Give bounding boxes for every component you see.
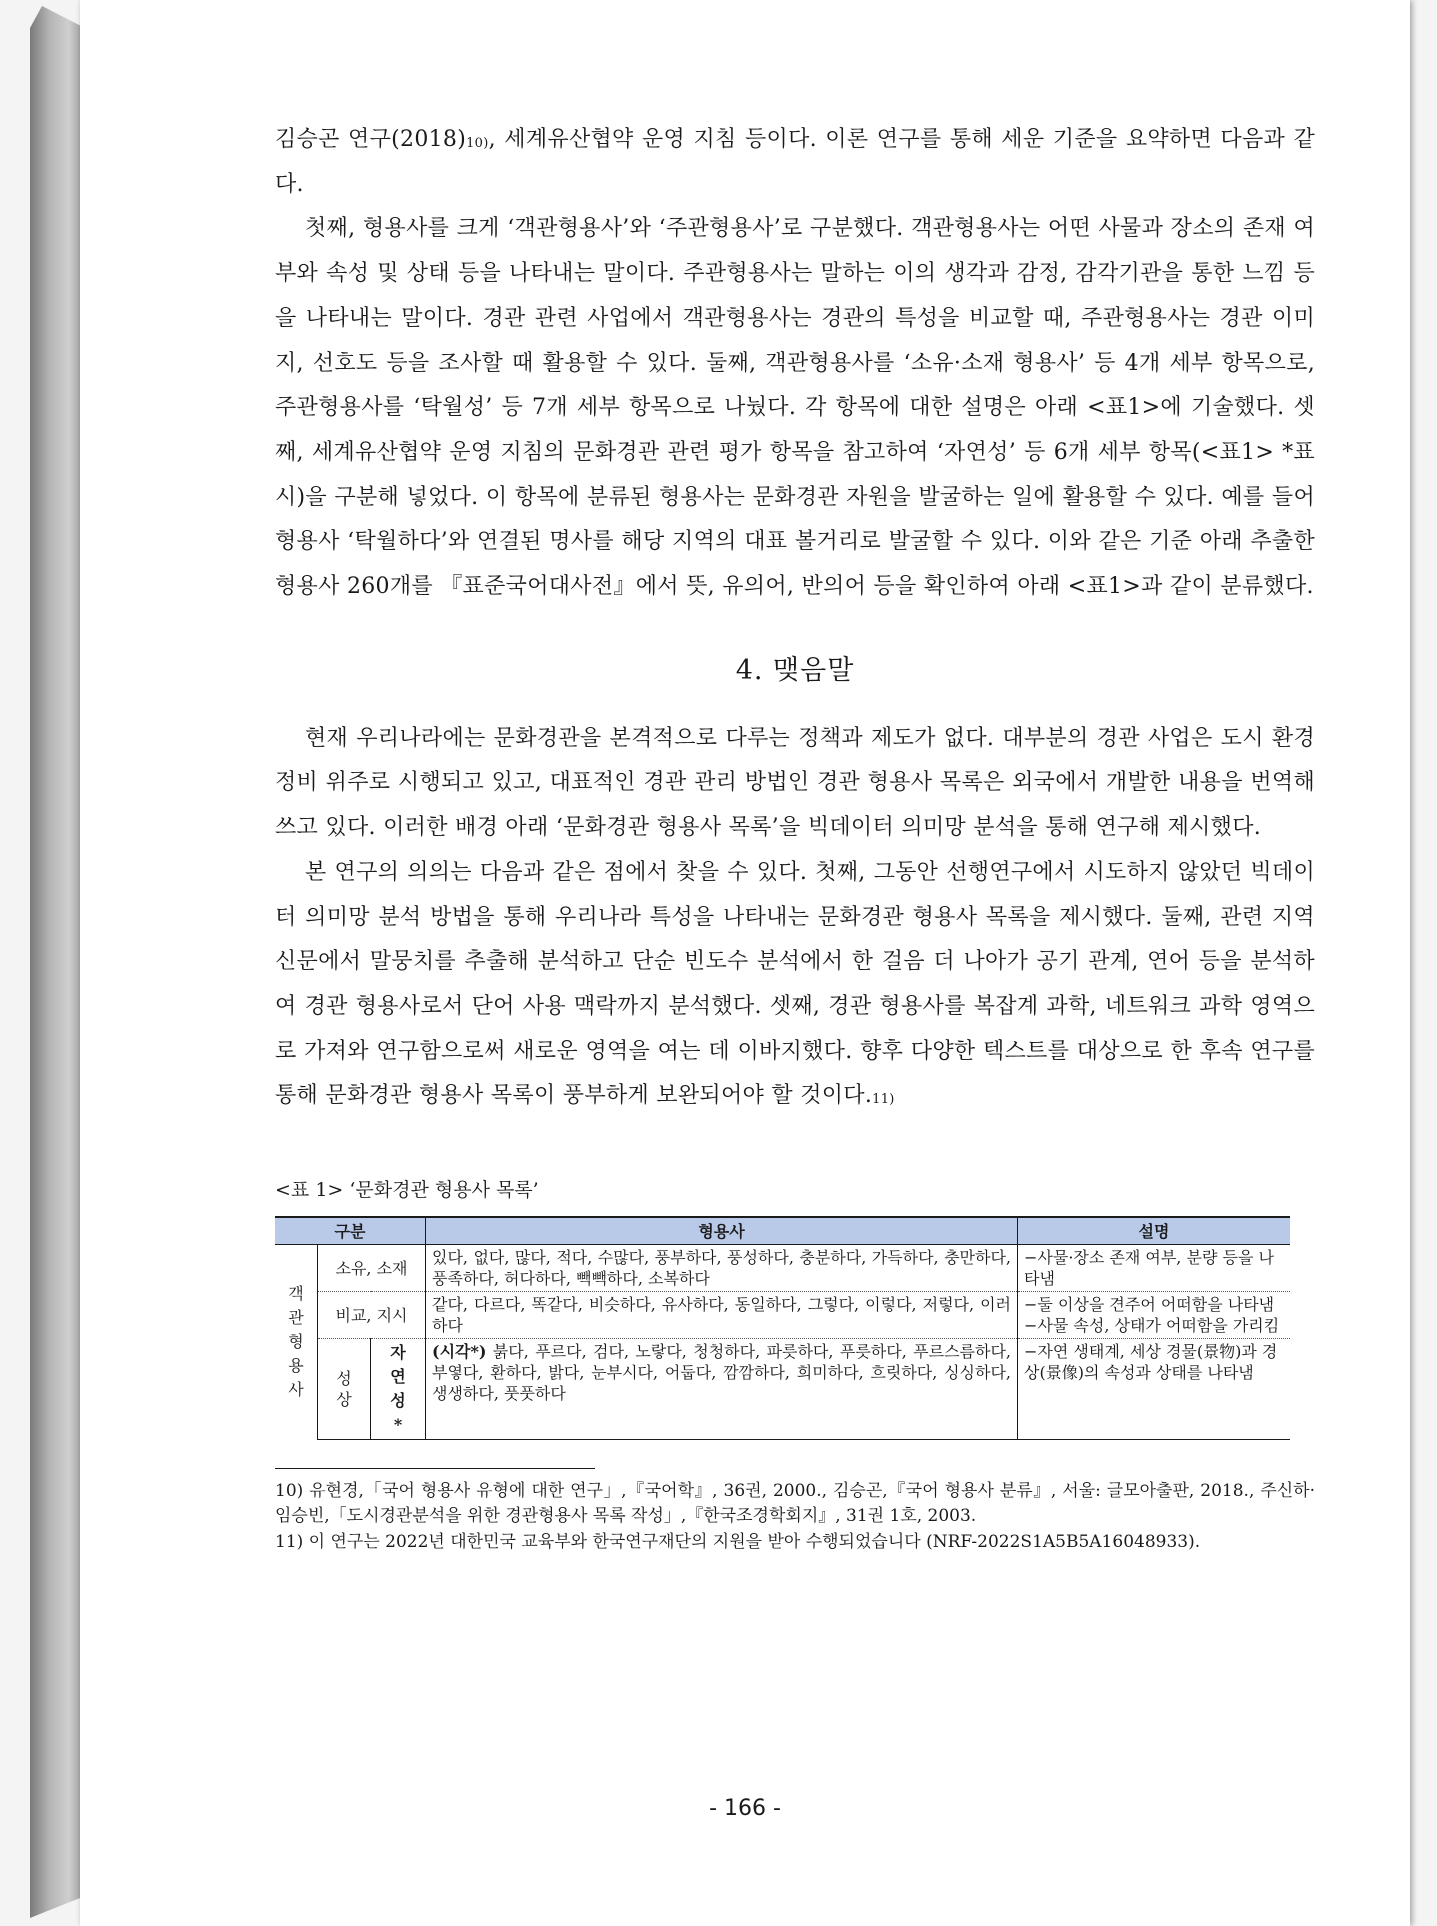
paragraph-criteria: 첫째, 형용사를 크게 ‘객관형용사’와 ‘주관형용사’로 구분했다. 객관형용사는 어떤 사물과 장소의 존재 여부와 속성 및 상태 등을 나타내는 말이다. 주관형용사는 말하는 이의 생각과 감정, 감각기관을 통한 느낌 등을 나타내는 말이다. 경관 관련 사업에서 객관형용사는 경관의 특성을 비교할 때, 주관형용사는 경관 이미지, 선호도 등을 조사할 때 활용할 수 있다. 둘째, 객관형용사를 ‘소유·소재 형용사’ 등 4개 세부 항목으로, 주관형용사를 ‘탁월성’ 등 7개 세부 항목으로 나눴다. 각 항목에 대한 설명은 아래 <표1>에 기술했다. 셋째, 세계유산협약 운영 지침의 문화경관 관련 평가 항목을 참고하여 ‘자연성’ 등 6개 세부 항목(<표1> *표시)을 구분해 넣었다. 이 항목에 분류된 형용사는 문화경관 자원을 발굴하는 일에 활용할 수 있다. 예를 들어 형용사 ‘탁월하다’와 연결된 명사를 해당 지역의 대표 볼거리로 발굴할 수 있다. 이와 같은 기준 아래 추출한 형용사 260개를 『표준국어대사전』에서 뜻, 유의어, 반의어 등을 확인하여 아래 <표1>과 같이 분류했다. bbox=[275, 216, 1315, 600]
adjectives-cell: 있다, 없다, 많다, 적다, 수많다, 풍부하다, 풍성하다, 충분하다, 가득하다, 충만하다, 풍족하다, 허다하다, 빽빽하다, 소복하다 bbox=[426, 1245, 1018, 1292]
footnote-divider bbox=[275, 1468, 595, 1469]
paragraph-intro-end: 김승곤 연구$(2018)^{10)}$, 세계유산협약 운영 지침 등이다. 이론 연구를 통해 세운 기준을 요약하면 다음과 같다. bbox=[275, 127, 1316, 197]
table-caption: <표 1> ‘문화경관 형용사 목록’ bbox=[275, 1179, 539, 1202]
footnote-11: 11) 이 연구는 2022년 대한민국 교육부와 한국연구재단의 지원을 받아 수행되었습니다 (NRF-2022S1A5B5A16048933). bbox=[275, 1532, 1201, 1553]
table-row bbox=[275, 1292, 1290, 1339]
paragraph-conclusion-1: 현재 우리나라에는 문화경관을 본격적으로 다루는 정책과 제도가 없다. 대부분의 경관 사업은 도시 환경 정비 위주로 시행되고 있고, 대표적인 경관 관리 방법인 경관 형용사 목록은 외국에서 개발한 내용을 번역해 쓰고 있다. 이러한 배경 아래 ‘문화경관 형용사 목록’을 빅데이터 의미망 분석을 통해 연구해 제시했다. bbox=[275, 725, 1315, 841]
subcategory-detail-cell bbox=[371, 1339, 426, 1440]
table-header-row bbox=[275, 1217, 1290, 1245]
subcategory-cell: 소유, 소재 bbox=[318, 1245, 426, 1292]
section-heading: 4. 맺음말 bbox=[735, 654, 855, 686]
footnote-10: 10) 유현경,「국어 형용사 유형에 대한 연구」,『국어학』, 36권, 2000., 김승곤,『국어 형용사 분류』, 서울: 글모아출판, 2018., 주신하·임승빈,「도시경관분석을 위한 경관형용사 목록 작성」,『한국조경학회지』, 31권 1호, 2003. bbox=[275, 1481, 1315, 1527]
group-label-text: 객 관 형 용 사 bbox=[288, 1284, 304, 1400]
group-label bbox=[275, 1245, 318, 1440]
adjective-table bbox=[275, 1216, 1290, 1440]
paragraph-conclusion-2: 본 연구의 의의는 다음과 같은 점에서 찾을 수 있다. 첫째, 그동안 선행연구에서 시도하지 않았던 빅데이터 의미망 분석 방법을 통해 우리나라 특성을 나타내는 문화경관 형용사 목록을 제시했다. 둘째, 관련 지역신문에서 말뭉치를 추출해 분석하고 단순 빈도수 분석에서 한 걸음 더 나아가 공기 관계, 연어 등을 분석하여 경관 형용사로서 단어 사용 맥락까지 분석했다. 셋째, 경관 형용사를 복잡계 과학, 네트워크 과학 영역으로 가져와 연구함으로써 새로운 영역을 여는 데 이바지했다. 향후 다양한 텍스트를 대상으로 한 후속 연구를 통해 문화경관 형용사 목록이 풍부하게 보완되어야 할 것이다.$^{11)}$ bbox=[275, 859, 1315, 1109]
subcategory-detail-text: 자 연 성 * bbox=[390, 1343, 406, 1435]
adjectives-prefix: (시각*) bbox=[432, 1342, 487, 1362]
page-number: - 166 - bbox=[709, 1796, 781, 1821]
description-cell: −둘 이상을 견주어 어떠함을 나타냄 −사물 속성, 상태가 어떠함을 가리킴 bbox=[1018, 1292, 1291, 1339]
description-cell: −자연 생태계, 세상 경물(景物)과 경상(景像)의 속성과 상태를 나타냄 bbox=[1018, 1339, 1291, 1440]
table-row bbox=[275, 1339, 1290, 1440]
header-adjectives: 형용사 bbox=[426, 1217, 1018, 1245]
footnote-ref-10[interactable]: 10) bbox=[466, 136, 489, 151]
subcategory-text: 성 상 bbox=[336, 1369, 352, 1410]
page-content bbox=[275, 118, 1315, 1556]
book-edge bbox=[30, 6, 85, 1918]
subcategory-cell bbox=[318, 1339, 371, 1440]
footnote-ref-11[interactable]: 11) bbox=[872, 1092, 895, 1108]
description-cell: −사물·장소 존재 여부, 분량 등을 나타냄 bbox=[1018, 1245, 1291, 1292]
adjectives-cell: 같다, 다르다, 똑같다, 비슷하다, 유사하다, 동일하다, 그렇다, 이렇다, 저렇다, 이러하다 bbox=[426, 1292, 1018, 1339]
header-category: 구분 bbox=[275, 1217, 426, 1245]
header-description: 설명 bbox=[1018, 1217, 1291, 1245]
table-row bbox=[275, 1245, 1290, 1292]
adjectives-cell: (시각*) 붉다, 푸르다, 검다, 노랗다, 청청하다, 파릇하다, 푸릇하다, 푸르스름하다, 부옇다, 환하다, 밝다, 눈부시다, 어둡다, 깜깜하다, 희미하다, 흐릿하다, 싱싱하다, 생생하다, 풋풋하다 bbox=[426, 1339, 1018, 1440]
subcategory-cell: 비교, 지시 bbox=[318, 1292, 426, 1339]
document-page bbox=[80, 0, 1410, 1926]
